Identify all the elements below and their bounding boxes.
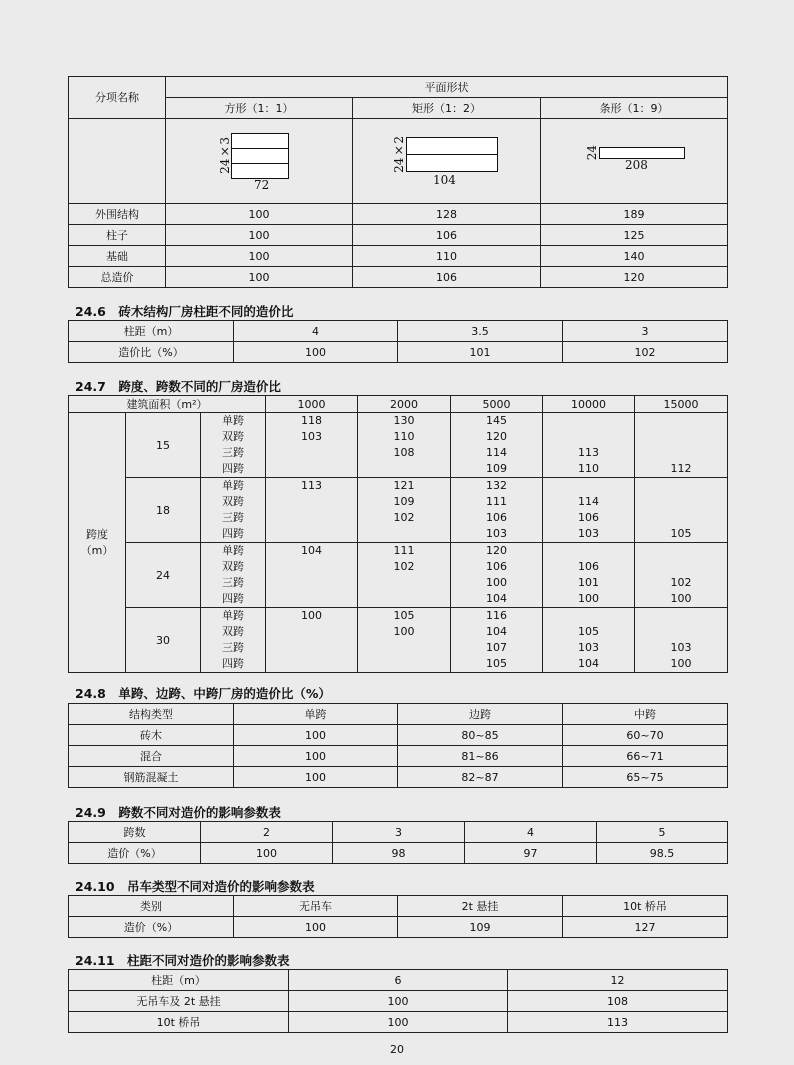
- value-cell: 125: [541, 225, 728, 246]
- ratio-value: 103: [578, 641, 599, 654]
- area-value: 10000: [543, 396, 635, 413]
- section-title-24-10: 24.10 吊车类型不同对造价的影响参数表: [75, 879, 315, 894]
- row-label: 基础: [69, 246, 166, 267]
- ratio-value: [543, 478, 634, 494]
- ratio-value: 132: [486, 479, 507, 492]
- ratio-value: [543, 429, 634, 445]
- section-title-24-6: 24.6 砖木结构厂房柱距不同的造价比: [75, 304, 294, 319]
- ratio-value: 103: [578, 527, 599, 540]
- ratio-value: [266, 526, 357, 542]
- ratio-value: [635, 543, 727, 559]
- value-cell: 66~71: [563, 746, 728, 767]
- row-label: 无吊车及 2t 悬挂: [69, 991, 289, 1012]
- dim-label: 24: [585, 145, 599, 161]
- ratio-value: 104: [486, 625, 507, 638]
- value-cell: 100: [289, 1012, 508, 1033]
- ratio-value: 103: [301, 430, 322, 443]
- ratio-cell: [543, 543, 635, 608]
- value-cell: 100: [166, 267, 353, 288]
- value-cell: 97: [465, 843, 597, 864]
- header-cell: 单跨: [234, 704, 398, 725]
- ratio-value: 104: [578, 657, 599, 670]
- ratio-cell: [543, 413, 635, 478]
- ratio-value: [266, 510, 357, 526]
- ratio-value: 100: [486, 576, 507, 589]
- section-title-24-7: 24.7 跨度、跨数不同的厂房造价比: [75, 379, 281, 394]
- section-title-24-9: 24.9 跨数不同对造价的影响参数表: [75, 805, 281, 820]
- span-count-label: 三跨: [222, 576, 244, 589]
- header-cell: 2: [201, 822, 333, 843]
- row-label: 10t 桥吊: [69, 1012, 289, 1033]
- dim-label: 24×2: [392, 136, 406, 173]
- ratio-value: [266, 575, 357, 591]
- page-number: 20: [390, 1043, 404, 1056]
- header-cell: 边跨: [398, 704, 563, 725]
- value-cell: 106: [353, 225, 541, 246]
- span-count-labels: [201, 543, 266, 608]
- span-count-labels: [201, 413, 266, 478]
- ratio-value: [266, 656, 357, 672]
- span-count-label: 单跨: [222, 414, 244, 427]
- value-cell: 100: [234, 917, 398, 938]
- ratio-value: 145: [486, 414, 507, 427]
- ratio-cell: [451, 413, 543, 478]
- ratio-value: 106: [486, 511, 507, 524]
- span-count-label: 三跨: [222, 511, 244, 524]
- value-cell: 100: [289, 991, 508, 1012]
- span-width-cell: 15: [126, 413, 201, 478]
- ratio-value: 102: [393, 511, 415, 524]
- ratio-value: 100: [670, 657, 692, 670]
- ratio-value: 109: [393, 495, 415, 508]
- ratio-value: [635, 494, 727, 510]
- square-plan-diagram: [166, 119, 353, 204]
- span-count-label: 双跨: [222, 560, 244, 573]
- value-cell: 80~85: [398, 725, 563, 746]
- ratio-value: 113: [578, 446, 599, 459]
- header-cell: 柱距（m）: [69, 321, 234, 342]
- header-cell: 类别: [69, 896, 234, 917]
- ratio-value: [358, 591, 450, 607]
- dim-label: 24×3: [218, 137, 232, 174]
- value-cell: 108: [508, 991, 728, 1012]
- value-cell: 100: [166, 225, 353, 246]
- ratio-value: [635, 559, 727, 575]
- ratio-value: [266, 624, 357, 640]
- shape-name: 条形（1：9）: [541, 98, 728, 119]
- ratio-cell: [266, 608, 358, 673]
- ratio-value: 103: [670, 641, 692, 654]
- ratio-cell: [358, 478, 451, 543]
- ratio-value: [635, 608, 727, 624]
- span-width-cell: 24: [126, 543, 201, 608]
- value-cell: 100: [234, 342, 398, 363]
- ratio-cell: [358, 608, 451, 673]
- ratio-value: 100: [393, 625, 415, 638]
- ratio-value: 114: [578, 495, 599, 508]
- ratio-value: 104: [486, 592, 507, 605]
- row-label: 造价比（%）: [69, 342, 234, 363]
- ratio-value: [266, 591, 357, 607]
- header-cell: 6: [289, 970, 508, 991]
- ratio-value: 113: [301, 479, 322, 492]
- span-axis-title: 跨度: [86, 527, 108, 541]
- crane-type-table: [68, 895, 728, 938]
- ratio-value: [635, 445, 727, 461]
- ratio-cell: [266, 478, 358, 543]
- ratio-value: 116: [486, 609, 507, 622]
- rectangle-plan-diagram: [353, 119, 541, 204]
- value-cell: 128: [353, 204, 541, 225]
- ratio-value: 107: [486, 641, 507, 654]
- ratio-value: 111: [393, 544, 415, 557]
- blank-cell: [69, 119, 166, 204]
- strip-plan-diagram: [541, 119, 728, 204]
- value-cell: 101: [398, 342, 563, 363]
- span-count-table: [68, 821, 728, 864]
- value-cell: 100: [234, 746, 398, 767]
- value-cell: 102: [563, 342, 728, 363]
- header-cell: 中跨: [563, 704, 728, 725]
- span-count-label: 四跨: [222, 527, 244, 540]
- value-cell: 100: [166, 246, 353, 267]
- ratio-value: [635, 429, 727, 445]
- header-cell: 3: [563, 321, 728, 342]
- ratio-value: [635, 510, 727, 526]
- ratio-value: 110: [578, 462, 599, 475]
- value-cell: 100: [234, 767, 398, 788]
- ratio-value: 104: [301, 544, 322, 557]
- ratio-value: 109: [486, 462, 507, 475]
- value-cell: 127: [563, 917, 728, 938]
- ratio-value: [635, 624, 727, 640]
- ratio-value: [358, 461, 450, 477]
- span-count-labels: [201, 478, 266, 543]
- span-position-table: [68, 703, 728, 788]
- ratio-value: 121: [393, 479, 415, 492]
- header-cell: 4: [234, 321, 398, 342]
- span-count-label: 双跨: [222, 625, 244, 638]
- ratio-value: [358, 656, 450, 672]
- ratio-value: 130: [393, 414, 415, 427]
- ratio-value: [358, 575, 450, 591]
- ratio-value: [266, 640, 357, 656]
- header-cell: 跨数: [69, 822, 201, 843]
- plan-shape-table: [68, 76, 728, 288]
- ratio-value: 106: [486, 560, 507, 573]
- area-value: 1000: [266, 396, 358, 413]
- ratio-value: 100: [670, 592, 692, 605]
- ratio-cell: [543, 608, 635, 673]
- ratio-value: [266, 494, 357, 510]
- ratio-cell: [358, 413, 451, 478]
- header-cell: 2t 悬挂: [398, 896, 563, 917]
- ratio-value: [266, 559, 357, 575]
- ratio-value: 114: [486, 446, 507, 459]
- ratio-value: [543, 608, 634, 624]
- column-spacing-table: [68, 320, 728, 363]
- ratio-cell: [543, 478, 635, 543]
- value-cell: 98: [333, 843, 465, 864]
- header-cell: 结构类型: [69, 704, 234, 725]
- ratio-value: 101: [578, 576, 599, 589]
- crane-spacing-table: [68, 969, 728, 1033]
- ratio-cell: [266, 413, 358, 478]
- row-label: 混合: [69, 746, 234, 767]
- ratio-value: 110: [393, 430, 415, 443]
- ratio-cell: [635, 478, 728, 543]
- ratio-value: 105: [393, 609, 415, 622]
- ratio-value: 112: [670, 462, 692, 475]
- span-count-label: 四跨: [222, 592, 244, 605]
- value-cell: 113: [508, 1012, 728, 1033]
- ratio-value: 118: [301, 414, 322, 427]
- header-cell: 4: [465, 822, 597, 843]
- header-cell: 柱距（m）: [69, 970, 289, 991]
- area-value: 15000: [635, 396, 728, 413]
- ratio-value: 106: [578, 511, 599, 524]
- ratio-value: [266, 461, 357, 477]
- ratio-value: 111: [486, 495, 507, 508]
- ratio-value: [266, 445, 357, 461]
- ratio-cell: [451, 608, 543, 673]
- span-count-label: 四跨: [222, 462, 244, 475]
- ratio-value: 105: [670, 527, 692, 540]
- ratio-value: 105: [578, 625, 599, 638]
- ratio-value: 103: [486, 527, 507, 540]
- ratio-value: [358, 526, 450, 542]
- ratio-value: [635, 413, 727, 429]
- row-label: 造价（%）: [69, 843, 201, 864]
- value-cell: 65~75: [563, 767, 728, 788]
- span-width-cell: 18: [126, 478, 201, 543]
- row-label: 外围结构: [69, 204, 166, 225]
- section-title-24-8: 24.8 单跨、边跨、中跨厂房的造价比（%）: [75, 686, 331, 701]
- header-cell: 5: [597, 822, 728, 843]
- ratio-value: 102: [393, 560, 415, 573]
- value-cell: 82~87: [398, 767, 563, 788]
- dim-label: 208: [625, 158, 648, 172]
- span-count-label: 双跨: [222, 495, 244, 508]
- value-cell: 106: [353, 267, 541, 288]
- ratio-value: [543, 413, 634, 429]
- area-header: 建筑面积（m²）: [69, 396, 266, 413]
- ratio-value: 102: [670, 576, 692, 589]
- item-name-header: 分项名称: [69, 77, 166, 119]
- plan-shape-header: 平面形状: [166, 77, 728, 98]
- header-cell: 12: [508, 970, 728, 991]
- row-label: 钢筋混凝土: [69, 767, 234, 788]
- ratio-cell: [358, 543, 451, 608]
- span-count-label: 四跨: [222, 657, 244, 670]
- ratio-cell: [451, 478, 543, 543]
- row-label: 总造价: [69, 267, 166, 288]
- row-label: 砖木: [69, 725, 234, 746]
- ratio-value: 120: [486, 430, 507, 443]
- span-axis-unit: （m）: [80, 543, 114, 557]
- span-width-cell: 30: [126, 608, 201, 673]
- span-axis-label: [69, 413, 126, 673]
- ratio-value: 106: [578, 560, 599, 573]
- value-cell: 60~70: [563, 725, 728, 746]
- ratio-value: 108: [393, 446, 415, 459]
- row-label: 造价（%）: [69, 917, 234, 938]
- ratio-value: 120: [486, 544, 507, 557]
- ratio-cell: [635, 608, 728, 673]
- span-count-label: 三跨: [222, 641, 244, 654]
- ratio-value: [358, 640, 450, 656]
- ratio-cell: [635, 413, 728, 478]
- value-cell: 81~86: [398, 746, 563, 767]
- header-cell: 无吊车: [234, 896, 398, 917]
- value-cell: 189: [541, 204, 728, 225]
- span-count-label: 双跨: [222, 430, 244, 443]
- ratio-value: 105: [486, 657, 507, 670]
- ratio-cell: [266, 543, 358, 608]
- header-cell: 3.5: [398, 321, 563, 342]
- ratio-value: [543, 543, 634, 559]
- ratio-value: [635, 478, 727, 494]
- area-value: 2000: [358, 396, 451, 413]
- shape-name: 矩形（1：2）: [353, 98, 541, 119]
- ratio-value: 100: [578, 592, 599, 605]
- ratio-cell: [635, 543, 728, 608]
- span-cost-table: [68, 395, 728, 673]
- value-cell: 98.5: [597, 843, 728, 864]
- value-cell: 100: [201, 843, 333, 864]
- value-cell: 109: [398, 917, 563, 938]
- area-value: 5000: [451, 396, 543, 413]
- value-cell: 110: [353, 246, 541, 267]
- value-cell: 140: [541, 246, 728, 267]
- shape-name: 方形（1：1）: [166, 98, 353, 119]
- span-count-label: 单跨: [222, 479, 244, 492]
- span-count-label: 单跨: [222, 544, 244, 557]
- value-cell: 120: [541, 267, 728, 288]
- dim-label: 72: [254, 178, 270, 192]
- section-title-24-11: 24.11 柱距不同对造价的影响参数表: [75, 953, 290, 968]
- ratio-value: 100: [301, 609, 322, 622]
- ratio-cell: [451, 543, 543, 608]
- value-cell: 100: [166, 204, 353, 225]
- row-label: 柱子: [69, 225, 166, 246]
- header-cell: 3: [333, 822, 465, 843]
- header-cell: 10t 桥吊: [563, 896, 728, 917]
- span-count-label: 三跨: [222, 446, 244, 459]
- span-count-labels: [201, 608, 266, 673]
- value-cell: 100: [234, 725, 398, 746]
- span-count-label: 单跨: [222, 609, 244, 622]
- dim-label: 104: [433, 173, 456, 187]
